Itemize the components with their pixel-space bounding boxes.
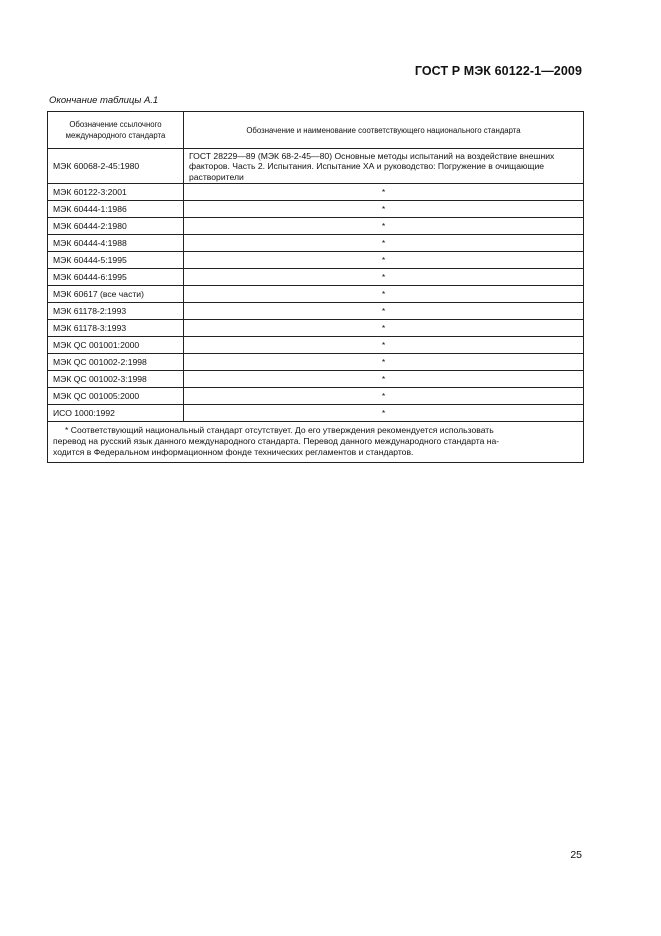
ref-standard-cell: МЭК QC 001002-3:1998	[48, 371, 184, 388]
national-standard-cell: ГОСТ 28229—89 (МЭК 68-2-45—80) Основные методы испытаний на воздействие внешних факторов. Часть 2. Испытания. Испытание ХА и руководство: Погружение в очищающие растворители	[184, 149, 584, 184]
ref-standard-cell: МЭК 60444-2:1980	[48, 218, 184, 235]
table-footnote-row	[48, 422, 584, 463]
table-body	[48, 149, 584, 422]
national-standard-cell: *	[184, 354, 584, 371]
table-footnote	[48, 422, 584, 463]
ref-standard-cell: МЭК 60444-5:1995	[48, 252, 184, 269]
national-standard-cell: *	[184, 201, 584, 218]
table-row	[48, 354, 584, 371]
ref-standard-cell: МЭК QC 001001:2000	[48, 337, 184, 354]
national-standard-cell: *	[184, 269, 584, 286]
national-standard-cell: *	[184, 371, 584, 388]
ref-standard-cell: МЭК 60444-1:1986	[48, 201, 184, 218]
ref-standard-cell: МЭК 60444-6:1995	[48, 269, 184, 286]
header-national-standard: Обозначение и наименование соответствующего национального стандарта	[184, 112, 584, 149]
national-standard-cell: *	[184, 252, 584, 269]
table-caption: Окончание таблицы А.1	[49, 95, 159, 106]
ref-standard-cell: МЭК 60617 (все части)	[48, 286, 184, 303]
ref-standard-cell: ИСО 1000:1992	[48, 405, 184, 422]
table-row	[48, 235, 584, 252]
table-row	[48, 149, 584, 184]
ref-standard-cell: МЭК 61178-2:1993	[48, 303, 184, 320]
ref-standard-cell: МЭК QC 001005:2000	[48, 388, 184, 405]
national-standard-cell: *	[184, 405, 584, 422]
ref-standard-cell: МЭК QC 001002-2:1998	[48, 354, 184, 371]
table-row	[48, 201, 584, 218]
ref-standard-cell: МЭК 60444-4:1988	[48, 235, 184, 252]
table-row	[48, 388, 584, 405]
footnote-line: * Соответствующий национальный стандарт отсутствует. До его утверждения рекомендуется использовать	[65, 425, 494, 436]
national-standard-cell: *	[184, 388, 584, 405]
table-row	[48, 269, 584, 286]
document-header: ГОСТ Р МЭК 60122-1—2009	[414, 64, 582, 78]
table-row	[48, 303, 584, 320]
reference-standards-table	[47, 111, 584, 463]
table-row	[48, 337, 584, 354]
national-standard-cell: *	[184, 303, 584, 320]
national-standard-cell: *	[184, 218, 584, 235]
footnote-line: перевод на русский язык данного международного стандарта. Перевод данного международного стандарта на-	[53, 436, 500, 447]
table-row	[48, 371, 584, 388]
header-ref-standard: Обозначение ссылочного международного стандарта	[48, 112, 184, 149]
national-standard-cell: *	[184, 235, 584, 252]
table-row	[48, 218, 584, 235]
table-row	[48, 286, 584, 303]
national-standard-cell: *	[184, 286, 584, 303]
ref-standard-cell: МЭК 60122-3:2001	[48, 184, 184, 201]
ref-standard-cell: МЭК 60068-2-45:1980	[48, 149, 184, 184]
table-row	[48, 184, 584, 201]
national-standard-cell: *	[184, 184, 584, 201]
table-row	[48, 405, 584, 422]
national-standard-cell: *	[184, 320, 584, 337]
table-row	[48, 252, 584, 269]
national-standard-cell: *	[184, 337, 584, 354]
footnote-line: ходится в Федеральном информационном фонде технических регламентов и стандартов.	[53, 447, 414, 458]
ref-standard-cell: МЭК 61178-3:1993	[48, 320, 184, 337]
table-header-row	[48, 112, 584, 149]
page-number: 25	[570, 849, 582, 861]
table-row	[48, 320, 584, 337]
